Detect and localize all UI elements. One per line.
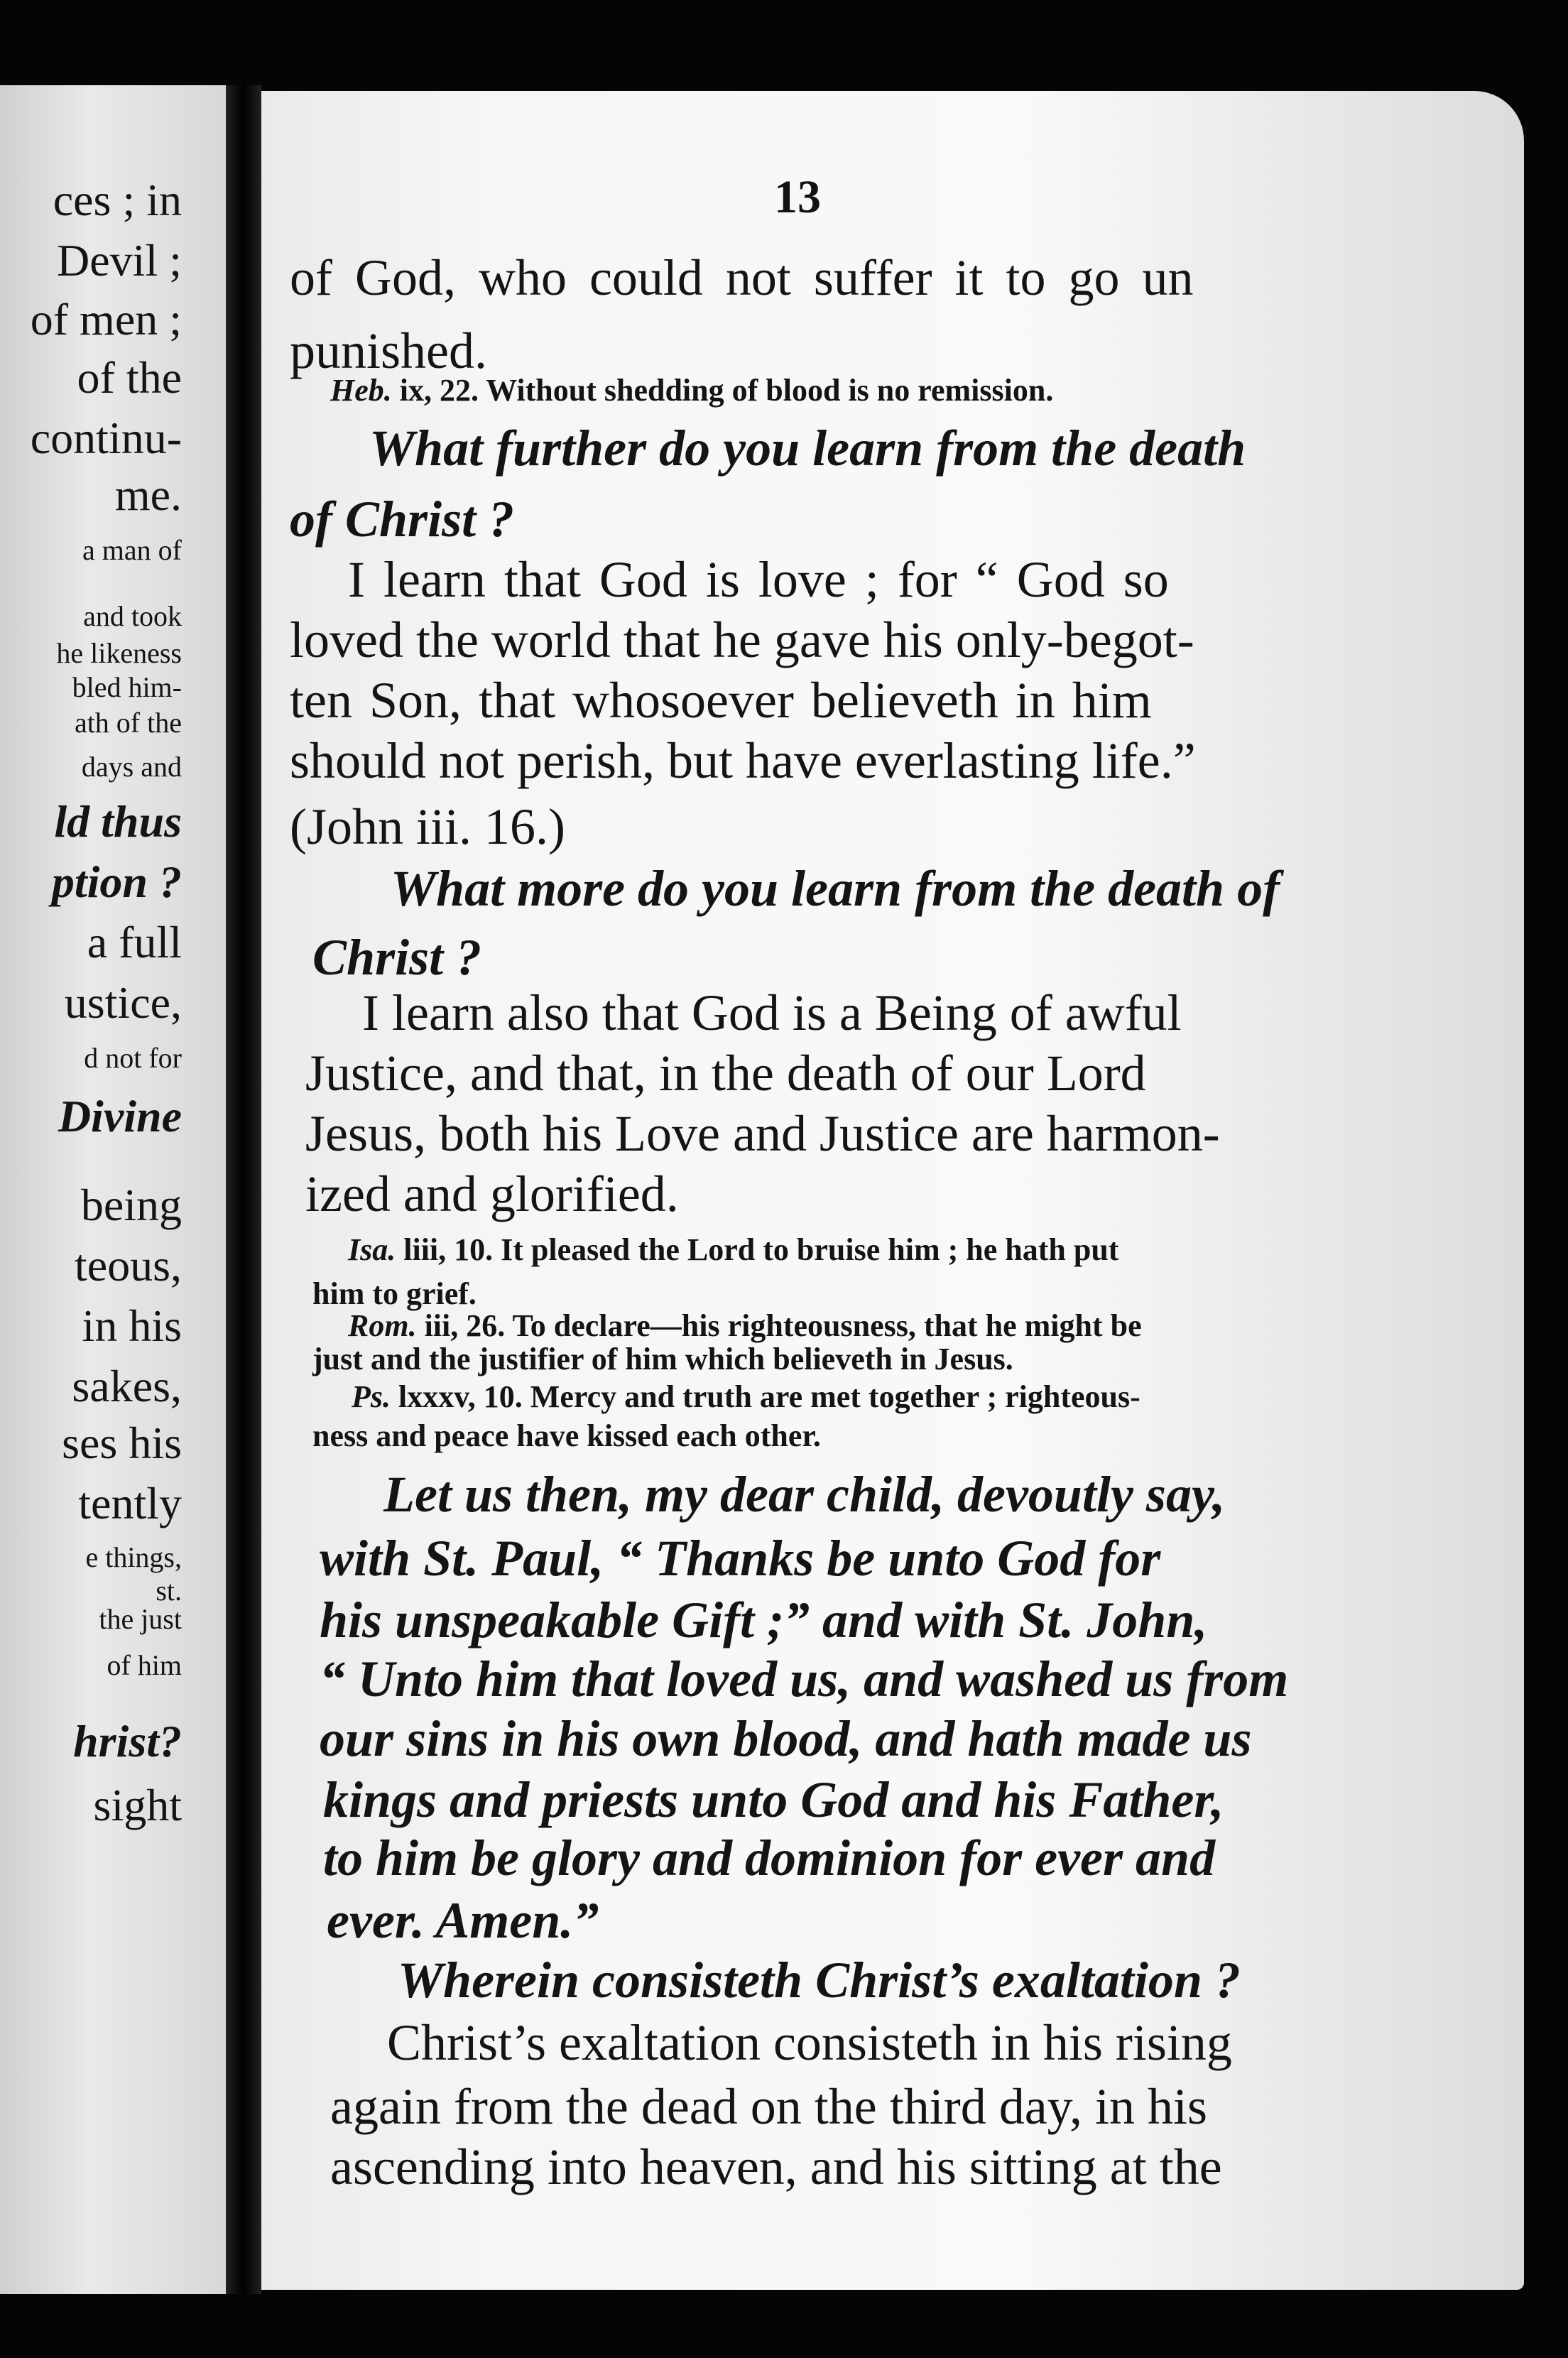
scripture-reference: him to grief. xyxy=(312,1276,477,1311)
left-page-fragment: ses his xyxy=(62,1418,182,1468)
left-page-fragment: sight xyxy=(93,1780,182,1830)
question-heading: What more do you learn from the death of xyxy=(391,860,1280,917)
question-heading: Wherein consisteth Christ’s exaltation ? xyxy=(398,1952,1241,2009)
left-page-fragment: of the xyxy=(77,352,182,403)
left-page-fragment: ustice, xyxy=(64,977,182,1028)
scripture-reference: just and the justifier of him which believeth in Jesus. xyxy=(312,1342,1013,1376)
left-page-fragment: of him xyxy=(107,1649,182,1681)
left-page-fragment: of men ; xyxy=(30,294,182,344)
left-page-fragment: the just xyxy=(99,1603,182,1635)
question-heading: What further do you learn from the death xyxy=(369,420,1246,477)
left-page-fragment: continu- xyxy=(30,413,182,463)
left-page-fragment: Devil ; xyxy=(57,235,182,286)
answer-text: Jesus, both his Love and Justice are harmon- xyxy=(305,1105,1220,1162)
left-page-fragment: a man of xyxy=(82,534,182,566)
left-page-fragment: bled him- xyxy=(72,671,182,703)
left-page-fragment: a full xyxy=(87,917,182,967)
answer-text: Justice, and that, in the death of our Lord xyxy=(305,1045,1146,1102)
left-page-fragment: ld thus xyxy=(54,796,182,847)
left-page-fragment: e things, xyxy=(85,1541,182,1573)
scripture-reference: Heb. ix, 22. Without shedding of blood is no remission. xyxy=(330,373,1054,408)
answer-text: should not perish, but have everlasting life.” xyxy=(290,732,1196,789)
closing-exhortation: Let us then, my dear child, devoutly say, xyxy=(383,1466,1226,1523)
answer-text: I learn that God is love ; for “ God so xyxy=(348,551,1169,608)
closing-exhortation: our sins in his own blood, and hath made us xyxy=(320,1710,1252,1767)
answer-text: Christ’s exaltation consisteth in his rising xyxy=(387,2014,1232,2071)
left-page-fragment: he likeness xyxy=(56,637,182,669)
left-page-fragment: d not for xyxy=(84,1042,182,1074)
answer-text: I learn also that God is a Being of awful xyxy=(362,984,1182,1041)
text-line: of God, who could not suffer it to go un xyxy=(290,249,1194,306)
left-page-fragment: sakes, xyxy=(72,1361,182,1411)
scripture-reference: Rom. iii, 26. To declare—his righteousness, that he might be xyxy=(348,1308,1142,1343)
answer-text: (John iii. 16.) xyxy=(290,798,565,855)
left-page xyxy=(0,85,226,2294)
book-gutter xyxy=(226,85,261,2294)
left-page-fragment: ces ; in xyxy=(53,175,182,225)
left-page-fragment: days and xyxy=(81,751,182,783)
closing-exhortation: ever. Amen.” xyxy=(327,1892,599,1949)
left-page-fragment: in his xyxy=(82,1300,182,1351)
answer-text: again from the dead on the third day, in his xyxy=(330,2078,1208,2135)
question-heading: Christ ? xyxy=(312,929,482,986)
answer-text: ascending into heaven, and his sitting at the xyxy=(330,2139,1222,2195)
left-page-fragment: ption ? xyxy=(51,857,182,907)
scripture-reference: Ps. lxxxv, 10. Mercy and truth are met together ; righteous- xyxy=(352,1379,1140,1414)
closing-exhortation: kings and priests unto God and his Father, xyxy=(323,1771,1224,1828)
left-page-fragment: Divine xyxy=(58,1091,182,1141)
closing-exhortation: “ Unto him that loved us, and washed us from xyxy=(320,1651,1289,1707)
closing-exhortation: his unspeakable Gift ;” and with St. John, xyxy=(320,1592,1208,1648)
left-page-fragment: teous, xyxy=(74,1240,182,1291)
left-page-fragment: hrist? xyxy=(73,1716,182,1766)
answer-text: ten Son, that whosoever believeth in him xyxy=(290,672,1152,729)
left-page-fragment: tently xyxy=(78,1478,182,1528)
closing-exhortation: with St. Paul, “ Thanks be unto God for xyxy=(320,1530,1161,1587)
closing-exhortation: to him be glory and dominion for ever and xyxy=(323,1830,1216,1886)
text-line: punished. xyxy=(290,322,487,379)
scripture-reference: Isa. liii, 10. It pleased the Lord to bruise him ; he hath put xyxy=(348,1232,1119,1267)
page-number: 13 xyxy=(774,171,821,223)
answer-text: loved the world that he gave his only-begot- xyxy=(290,612,1194,668)
left-page-fragment: me. xyxy=(114,469,182,520)
left-page-fragment: st. xyxy=(156,1575,182,1607)
question-heading: of Christ ? xyxy=(290,491,515,548)
left-page-fragment: ath of the xyxy=(74,707,182,739)
scripture-reference: ness and peace have kissed each other. xyxy=(312,1418,821,1453)
left-page-fragment: being xyxy=(80,1180,182,1230)
answer-text: ized and glorified. xyxy=(305,1166,679,1222)
left-page-fragment: and took xyxy=(83,600,182,632)
